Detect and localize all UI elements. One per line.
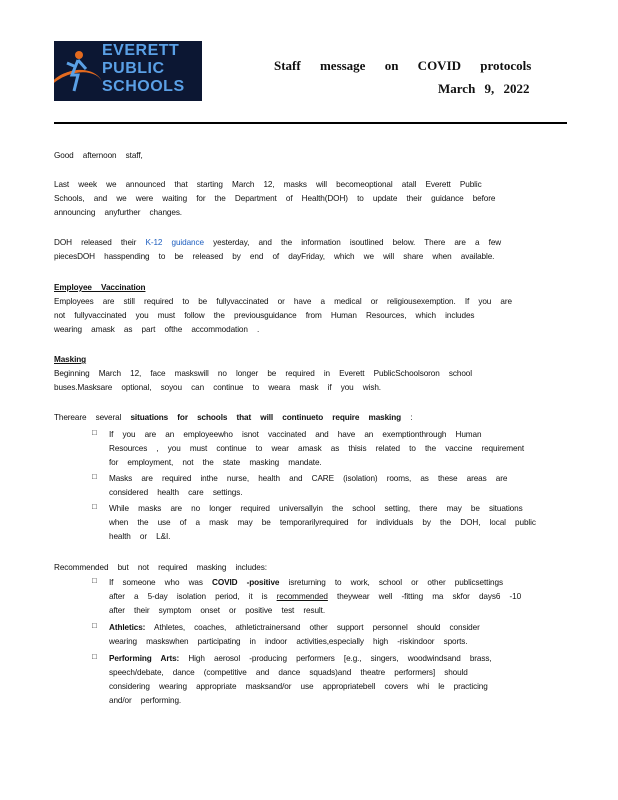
situations-intro-a: Thereare several — [54, 413, 131, 422]
situation-3-line-3: health or L&I. — [109, 532, 171, 541]
situation-3-line-1: While masks are no longer required universallyin the school setting, there may be situations — [109, 504, 523, 513]
rec-1-text-a: If someone who was — [109, 578, 213, 587]
rec-2-line-2: wearing maskswhen participating in indoor activities,especially high -riskindoor sports. — [109, 637, 468, 646]
paragraph-2-text-a: DOH released their — [54, 238, 146, 247]
situation-2-line-1: Masks are required inthe nurse, health and CARE (isolation) rooms, as these areas are — [109, 474, 508, 483]
bullet-checkbox-icon: □ — [92, 576, 97, 585]
situation-1-line-1: If you are an employeewho isnot vaccinated and have an exemptionthrough Human — [109, 430, 482, 439]
paragraph-2-line-1 — [54, 237, 501, 248]
logo-line-1: EVERETT — [102, 42, 180, 59]
logo-line-3: SCHOOLS — [102, 78, 185, 95]
greeting: Good afternoon staff, — [54, 151, 143, 160]
bullet-checkbox-icon: □ — [92, 621, 97, 630]
logo-line-2: PUBLIC — [102, 60, 165, 77]
rec-2-text: Athletes, coaches, athletictrainersand other support personnel should consider — [145, 623, 480, 632]
situation-2-line-2: considered health care settings. — [109, 488, 243, 497]
vaccination-line-1: Employees are still required to be fullyvaccinated or have a medical or religiousexemption. If you are — [54, 297, 512, 306]
paragraph-1-line-3: announcing anyfurther changes. — [54, 208, 182, 217]
rec-1-line-3: after their symptom onset or positive test result. — [109, 606, 326, 615]
bullet-checkbox-icon: □ — [92, 652, 97, 661]
logo-runner-icon — [64, 49, 90, 93]
rec-2-label: Athletics: — [109, 623, 146, 632]
k12-guidance-link[interactable]: K-12 guidance — [145, 238, 204, 247]
paragraph-1-line-2: Schools, and we were waiting for the Department of Health(DOH) to update their guidance before — [54, 194, 496, 203]
masking-line-1: Beginning March 12, face maskswill no longer be required in Everett PublicSchoolsoron school — [54, 369, 472, 378]
paragraph-2-text-b: yesterday, and the information isoutlined below. There are a few — [203, 238, 502, 247]
situation-3-line-2: when the use of a mask may be temporarilyrequired for individuals by the DOH, local public — [109, 518, 536, 527]
masking-line-2: buses.Masksare optional, soyou can continue to weara mask if you wish. — [54, 383, 381, 392]
bullet-checkbox-icon: □ — [92, 428, 97, 437]
rec-1-line-2-a: after a 5-day isolation period, it is — [109, 592, 277, 601]
document-date: March 9, 2022 — [438, 81, 530, 96]
paragraph-1-line-1: Last week we announced that starting March 12, masks will becomeoptional atall Everett Public — [54, 180, 482, 189]
vaccination-line-2: not fullyvaccinated you must follow the previousguidance from Human Resources, which includes — [54, 311, 475, 320]
rec-3-line-2: speech/debate, dance (competitive and dance squads)and theatre performers] should — [109, 668, 468, 677]
rec-2-line-1 — [109, 622, 480, 633]
rec-1-text-b: isreturning to work, school or other publicsettings — [279, 578, 503, 587]
paragraph-2-line-2: piecesDOH hasspending to be released by end of dayFriday, which we will share when available. — [54, 252, 495, 261]
situation-1-line-2: Resources , you must continue to wear amask as thisis related to the vaccine requirement — [109, 444, 525, 453]
recommended-intro: Recommended but not required masking includes: — [54, 563, 267, 572]
rec-3-text: High aerosol -producing performers [e.g., singers, woodwindsand brass, — [179, 654, 492, 663]
rec-1-line-2 — [109, 591, 521, 602]
situations-intro-c: : — [401, 413, 413, 422]
bullet-checkbox-icon: □ — [92, 472, 97, 481]
situation-1-line-3: for employment, not the state masking mandate. — [109, 458, 322, 467]
situations-intro-bold: situations for schools that will continueto require masking — [130, 413, 402, 422]
rec-3-line-1 — [109, 653, 492, 664]
rec-1-line-1 — [109, 577, 503, 588]
vaccination-line-3: wearing amask as part ofthe accommodation . — [54, 325, 260, 334]
bullet-checkbox-icon: □ — [92, 502, 97, 511]
document-title: Staff message on COVID protocols — [274, 58, 532, 73]
vaccination-heading: Employee Vaccination — [54, 283, 146, 292]
masking-heading: Masking — [54, 355, 87, 364]
header-divider — [54, 122, 567, 124]
rec-1-underlined: recommended — [276, 592, 328, 601]
situations-intro — [54, 412, 412, 423]
rec-1-line-2-b: theywear well -fitting ma skfor days6 -10 — [327, 592, 522, 601]
everett-public-schools-logo — [54, 41, 202, 101]
rec-1-bold: COVID -positive — [212, 578, 280, 587]
rec-3-label: Performing Arts: — [109, 654, 180, 663]
rec-3-line-3: considering wearing appropriate masksand/or use appropriatebell covers whi le practicing — [109, 682, 488, 691]
rec-3-line-4: and/or performing. — [109, 696, 182, 705]
